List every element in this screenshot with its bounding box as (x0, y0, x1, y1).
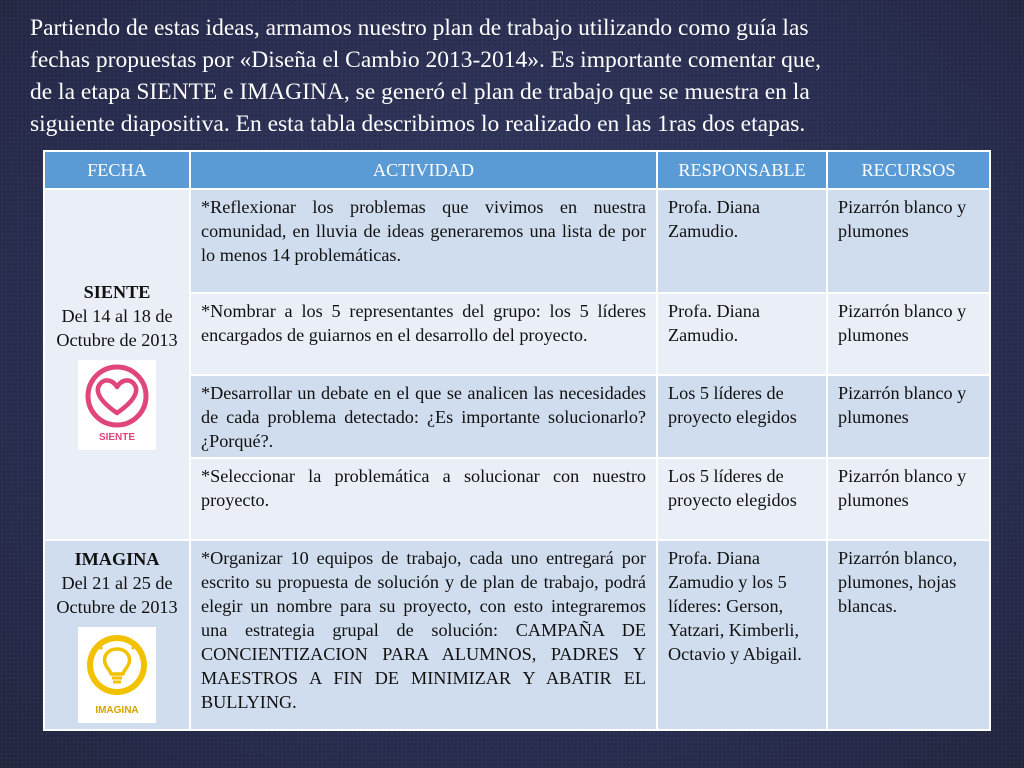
header-actividad: ACTIVIDAD (190, 151, 657, 189)
stage-name: SIENTE (83, 281, 151, 302)
cell-recursos: Pizarrón blanco y plumones (827, 375, 990, 458)
stage-name: IMAGINA (74, 549, 160, 569)
header-fecha: FECHA (44, 151, 190, 189)
cell-responsable: Los 5 líderes de proyecto elegidos (657, 375, 827, 458)
table-row (44, 540, 990, 730)
imagina-badge (78, 627, 156, 723)
cell-actividad: *Organizar 10 equipos de trabajo, cada uno entregará por escrito su propuesta de solución y de plan de trabajo, podrá elegir un nombre para su proyecto, con esto integraremos una estrategia grupal de solución: CAMPAÑA DE CONCIENTIZACION PARA ALUMNOS, PADRES Y MAESTROS A FIN DE MINIMIZAR Y ABATIR EL BULLYING. (190, 540, 657, 730)
cell-actividad: *Nombrar a los 5 representantes del grupo: los 5 líderes encargados de guiarnos en el desarrollo del proyecto. (190, 293, 657, 375)
cell-responsable: Los 5 líderes de proyecto elegidos (657, 458, 827, 540)
cell-responsable: Profa. Diana Zamudio. (657, 293, 827, 375)
cell-actividad: *Reflexionar los problemas que vivimos en nuestra comunidad, en lluvia de ideas generaremos una lista de por lo menos 14 problemáticas. (190, 189, 657, 293)
stage-dates: Del 14 al 18 de Octubre de 2013 (56, 305, 178, 350)
badge-label: SIENTE (98, 431, 136, 443)
badge-label: IMAGINA (95, 705, 139, 716)
intro-line: fechas propuestas por «Diseña el Cambio 2013-2014». Es importante comentar que, (30, 47, 821, 73)
cell-actividad: *Seleccionar la problemática a solucionar con nuestro proyecto. (190, 458, 657, 540)
intro-line: de la etapa SIENTE e IMAGINA, se generó el plan de trabajo que se muestra en la (30, 79, 810, 105)
intro-line: siguiente diapositiva. En esta tabla describimos lo realizado en las 1ras dos etapas. (30, 111, 806, 137)
cell-recursos: Pizarrón blanco y plumones (827, 293, 990, 375)
siente-badge (78, 360, 156, 450)
intro-line: Partiendo de estas ideas, armamos nuestro plan de trabajo utilizando como guía las (30, 15, 809, 41)
table-header-row (44, 151, 990, 189)
cell-recursos: Pizarrón blanco, plumones, hojas blancas. (827, 540, 990, 730)
header-recursos: RECURSOS (827, 151, 990, 189)
heart-icon (78, 360, 156, 430)
cell-recursos: Pizarrón blanco y plumones (827, 189, 990, 293)
intro-paragraph (30, 12, 1000, 140)
cell-recursos: Pizarrón blanco y plumones (827, 458, 990, 540)
stage-cell-siente (44, 189, 190, 540)
header-responsable: RESPONSABLE (657, 151, 827, 189)
work-plan-table (43, 150, 991, 731)
cell-actividad: *Desarrollar un debate en el que se analicen las necesidades de cada problema detectado: ¿Es importante solucionarlo? ¿Porqué?. (190, 375, 657, 458)
stage-dates: Del 21 al 25 de Octubre de 2013 (56, 573, 178, 617)
cell-responsable: Profa. Diana Zamudio. (657, 189, 827, 293)
stage-cell-imagina (44, 540, 190, 730)
table-row (44, 189, 990, 293)
lightbulb-icon (78, 627, 156, 701)
cell-responsable: Profa. Diana Zamudio y los 5 líderes: Gerson, Yatzari, Kimberli, Octavio y Abigail. (657, 540, 827, 730)
